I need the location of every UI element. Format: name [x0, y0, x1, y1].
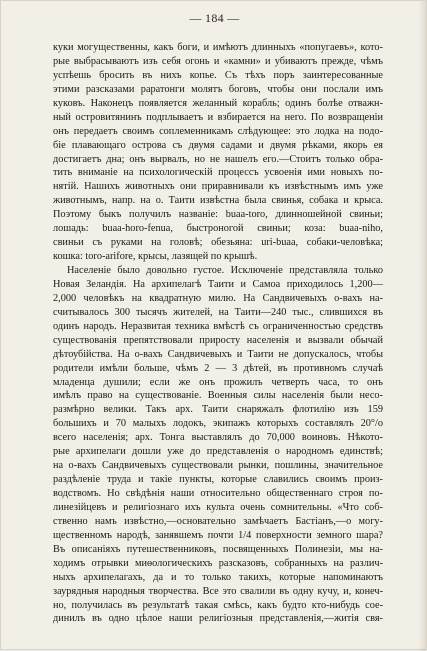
text-line: ходимъ отрывки миѳологическихъ разсказовъ, собранныхъ на различ- [53, 557, 383, 569]
text-line: Новая Зеландія. На архипелагѣ Таити и Самоа приходилось 1,200— [53, 278, 383, 290]
text-line: онъ передаетъ своимъ соплеменникамъ слѣдующее: это лодка на подо- [53, 125, 383, 137]
text-line: считывалось 300 тысячъ жителей, на Таити—240 тыс., слившихся въ [53, 306, 383, 318]
text-line: на о-вахъ Сандвичевыхъ существовали рынки, пошлины, значительное [53, 460, 383, 472]
text-line: раздѣленіе труда и такіе пункты, которые славились своимъ произ- [53, 474, 383, 486]
text-line: существованія препятствовали приросту населенія и вызвали обычай [53, 334, 383, 346]
text-line: этими разсказами раратонги молятъ боговъ, чтобы они послали имъ [53, 83, 383, 95]
text-line: лошадь: buaa-horo-fenua, быстроногой свиньи; коза: buaa-niho, [53, 223, 383, 235]
page-edge-shadow [418, 1, 426, 651]
text-line: кошка: toro-arifore, крысы, лазящей по крышѣ. [53, 251, 258, 263]
text-line: размѣрно велики. Такъ арх. Таити снаряжалъ флотилію изъ 159 [53, 404, 383, 416]
text-line: животнымъ, напр. на о. Таити извѣстна была свинья, собака и крыса. [53, 195, 383, 207]
text-line: родители имѣли больше, чѣмъ 2 — 3 дѣтей, въ противномъ случаѣ [53, 362, 383, 374]
text-line: заурядныя народныя творчества. Все это свалили въ одну кучу, и, конеч- [53, 585, 383, 597]
text-line: всего населенія; арх. Тонга выставлялъ до 70,000 воиновъ. Нѣкото- [53, 432, 383, 444]
text-line: Въ описаніяхъ путешественниковъ, посвященныхъ Полинезіи, мы на- [53, 543, 383, 555]
text-line: біе плавающаго острова съ двумя садами и двумя рѣками, якорь ея [53, 139, 383, 151]
text-line: Поэтому быкъ получилъ названіе: buaa-toro, длинношейной свиньи; [53, 209, 383, 221]
text-line: тить вниманіе на психологическій процессъ усвоенія ими новыхъ по- [53, 167, 383, 179]
text-line: свиньи съ руками на головѣ; обезьяна: uri-buaa, собаки-человѣка; [53, 237, 383, 249]
text-line: Населеніе было довольно густое. Исключеніе представляла только [67, 265, 383, 276]
text-line: младенца душили; если же онъ прожилъ четверть часа, то онъ [53, 376, 383, 388]
text-line: куковъ. Наконецъ появляется желанный корабль; одинъ болѣе отважн- [53, 97, 383, 109]
body-text [53, 41, 383, 626]
text-line: ныхъ архипелагахъ, да и то только такихъ, которые напоминаютъ [53, 571, 383, 583]
text-line: но, получилась въ результатѣ такая смѣсь, какъ будто кто-нибудь сое- [53, 599, 383, 611]
text-line: линезійцевъ и религіознаго ихъ культа очень сомнительны. «Что соб- [53, 501, 383, 513]
page-number: — 184 — [189, 11, 240, 25]
text-line: имѣлъ право на существованіе. Военныя силы населенія были несо- [53, 390, 383, 402]
text-line: куки могущественны, какъ боги, и имѣютъ длинныхъ «попугаевъ», кото- [53, 42, 383, 53]
text-line: щественномъ народѣ, занявшемъ почти 1/4 поверхности земного шара? [53, 529, 383, 541]
text-line: ственно намъ извѣстно,—основательно замѣчаетъ Бастіанъ,—о могу- [53, 515, 383, 527]
text-line: достигаетъ дна; онъ вырвалъ, но не нашелъ его.—Стоитъ только обра- [53, 153, 383, 165]
text-line: водствомъ. Но свѣдѣнія наши относительно общественнаго строя по- [53, 488, 383, 499]
text-line: дѣтоубійства. На о-вахъ Сандвичевыхъ и Таити не допускалось, чтобы [53, 348, 383, 360]
text-line: одинъ народъ. Неразвитая техника вмѣстѣ съ ограниченностью средствъ [53, 320, 383, 332]
text-line: нятій. Нашихъ животныхъ они приравнивали къ извѣстнымъ имъ уже [53, 181, 383, 193]
text-line: рые архипелаги дошли уже до представленія о народномъ единствѣ; [53, 446, 383, 458]
text-line: 2,000 человѣкъ на квадратную милю. На Сандвичевыхъ о-вахъ на- [53, 292, 383, 304]
text-line: успѣешь бросить въ нихъ копье. Съ тѣхъ поръ заинтересованные [53, 69, 383, 81]
text-line: ный островитянинъ подплываетъ и взбирается на него. По возвращеніи [53, 111, 383, 123]
text-line: рые выбрасываютъ изъ себя огонь и «камни» и убиваютъ прежде, чѣмъ [53, 55, 383, 67]
text-line: большихъ и 70 малыхъ лодокъ, экипажъ которыхъ составлялъ 20°/o [53, 418, 383, 430]
text-line: динилъ въ одно цѣлое наши религіозныя представленія,—житія свя- [53, 613, 383, 625]
